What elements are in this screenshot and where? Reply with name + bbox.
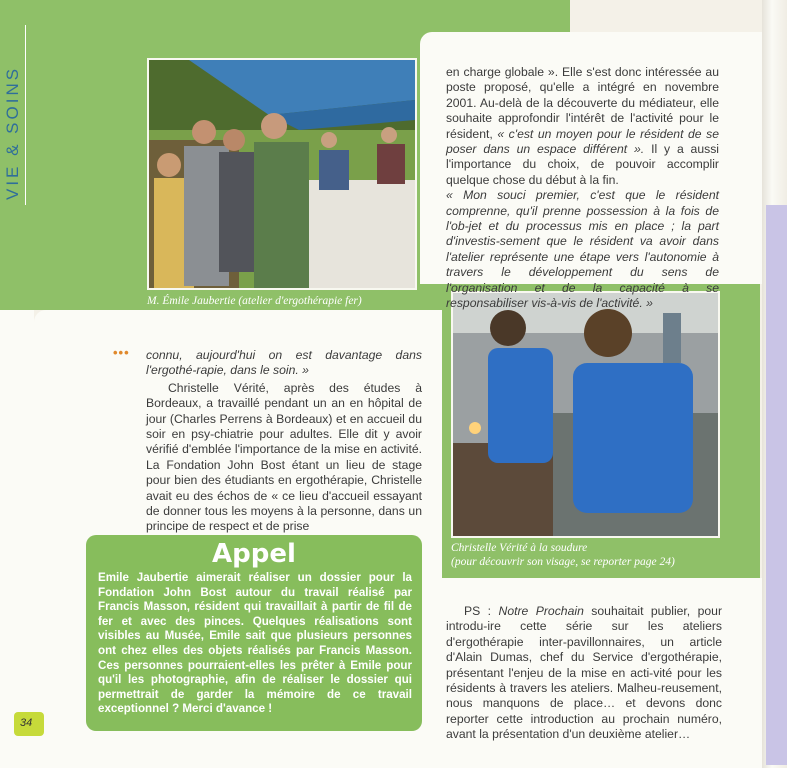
right-p1: en charge globale ». Elle s'est donc intéressée au poste proposé, qu'elle a intégré en novembre 2001. Au-delà de la découverte du médiateur, elle souhaite approfondir l'intérêt de l'activité pour le résident, <box>446 65 719 141</box>
photo-market-ironwork <box>147 58 417 290</box>
ps-body: souhaitait publier, pour introdu-ire cette série sur les ateliers d'ergothérapie inter-pavillonnaires, un article d'Alain Dumas, chef du Service d'ergothérapie, présentant l'enjeu de la mise en acti-vité pour les résidents à travers les ateliers. Malheu-reusement, nous manquons de place… et devons donc reporter cette introduction au prochain numéro, avant la présentation d'un deuxième atelier… <box>446 604 723 742</box>
photo-market-ironwork-image <box>149 60 415 288</box>
page-number: 34 <box>20 717 33 729</box>
appel-title: Appel <box>212 539 296 569</box>
photo2-caption-line1: Christelle Vérité à la soudure <box>451 542 588 554</box>
section-label: VIE & SOINS <box>3 65 22 200</box>
photo1-caption-name: M. Émile Jaubertie <box>147 295 236 307</box>
lavender-tab <box>766 205 787 765</box>
photo1-caption <box>147 294 427 308</box>
right-p1-quote: « c'est un moyen pour le résident de se poser dans un espace différent ». <box>446 126 719 157</box>
photo2-caption <box>451 541 751 569</box>
ps-lead: PS : <box>464 604 492 618</box>
appel-box <box>86 535 422 731</box>
photo-welding-image <box>453 293 718 536</box>
right-p2-quote: « Mon souci premier, c'est que le résident comprenne, qu'il prenne possession à la fois de l'ob-jet et du processus mis en place ; la part d'investis-sement que le résident va avoir dans l'atelier représente une étape vers l'autonomie à travers le développement du sens de l'organisation et de la capacité à se responsabiliser vis-à-vis de l'activité. » <box>446 188 719 311</box>
left-column-text <box>146 348 422 535</box>
left-edge-white <box>0 310 34 768</box>
photo1-caption-rest: (atelier d'ergothérapie fer) <box>238 295 362 307</box>
photo2-caption-line2: (pour découvrir son visage, se reporter page 24) <box>451 556 675 568</box>
left-para: Christelle Vérité, après des études à Bordeaux, a travaillé pendant un an en hôpital de jour (Charles Perrens à Bordeaux) et en accueil du soir en psy-chiatrie pour adultes. Elle dit y avoir vérifié d'emblée l'importance de la mise en activité. La Fondation John Bost étant un lieu de stage pour bien des étudiants en ergothérapie, Christelle avait eu des échos de « ce lieu d'accueil essayant de donner tous les moyens à la personne, dans un principe de respect et de prise <box>146 380 422 534</box>
left-bullet: ••• <box>113 345 130 360</box>
ps-title: Notre Prochain <box>498 604 584 618</box>
left-quote: connu, aujourd'hui on est davantage dans l'ergothé-rapie, dans le soin. » <box>146 348 422 378</box>
right-column-text <box>446 65 719 312</box>
appel-body: Emile Jaubertie aimerait réaliser un dossier pour la Fondation John Bost autour du travail réalisé par Francis Masson, résident qui travaillait à partir de fil de fer et avec des pinces. Quelques réalisations sont visibles au Musée, Emile sait que plusieurs personnes ont chez elles des objets réalisés par Francis Masson. Ces personnes pourraient-elles les prêter à Emile pour qu'il les photographie, afin de réaliser le dossier qui permettrait de garder la mémoire de ce travail exceptionnel ? Merci d'avance ! <box>98 571 412 716</box>
photo-welding <box>451 291 720 538</box>
right-p1-tail: Il y a aussi l'importance du choix, de pouvoir accomplir quelque chose du début à la fin. <box>446 142 720 187</box>
section-rule <box>25 25 26 205</box>
ps-text <box>446 604 722 743</box>
